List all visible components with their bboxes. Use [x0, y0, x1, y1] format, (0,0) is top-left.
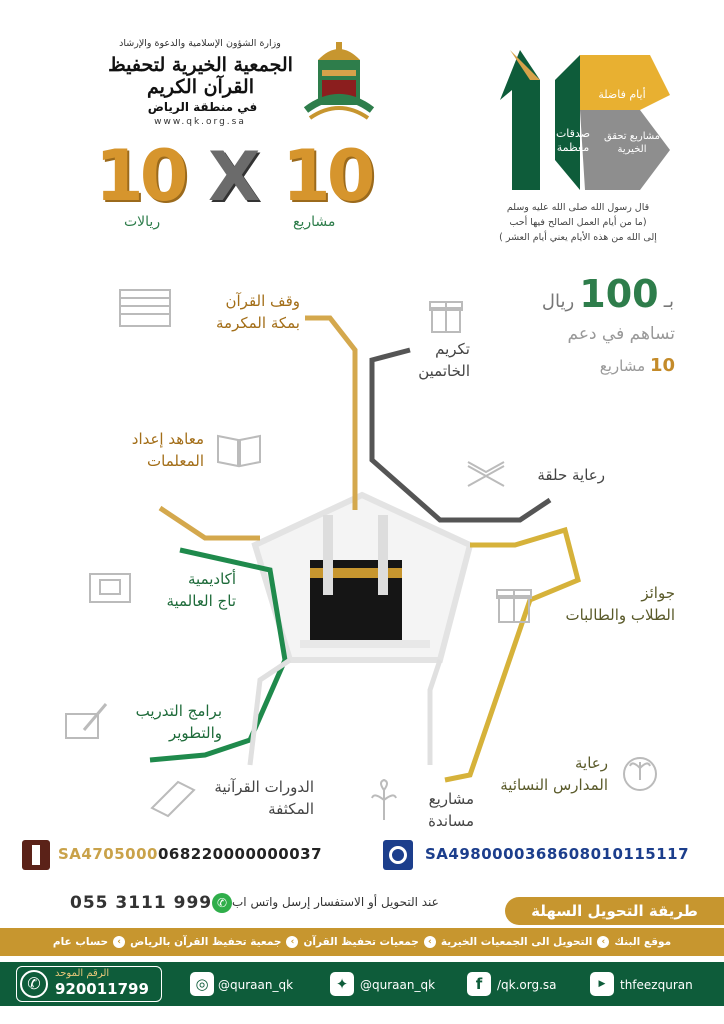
transfer-step: حساب عام — [52, 936, 109, 948]
project-halaqa — [505, 464, 605, 486]
ten-number: 10 — [649, 355, 675, 376]
project-line: تكريم — [435, 340, 470, 358]
gift-icon-2 — [495, 582, 533, 624]
project-courses — [196, 776, 314, 820]
project-line: رعاية حلقة — [537, 466, 605, 484]
project-line: الخاتمين — [418, 362, 470, 380]
project-prizes — [540, 582, 675, 626]
project-training — [112, 700, 222, 744]
project-teachers — [96, 428, 204, 472]
hadith-line: (ما من أيام العمل الصالح فيها أحب — [509, 217, 647, 228]
contribution-line: تساهم في دعم — [567, 324, 675, 344]
instagram-handle[interactable]: @quraan_qk — [218, 978, 294, 992]
org-name: الجمعية الخيرية لتحفيظ القرآن الكريم — [108, 54, 293, 98]
bank-logo-left-icon — [22, 840, 50, 870]
facebook-icon[interactable]: f — [467, 972, 491, 996]
project-line: وقف القرآن — [225, 292, 300, 310]
project-line: الطلاب والطالبات — [565, 606, 675, 624]
twitter-icon[interactable]: ✦ — [330, 972, 354, 996]
book-icon — [216, 432, 262, 468]
mosque-logo-icon — [298, 40, 380, 125]
hadith-line: إلى الله من هذه الأيام يعني أيام العشر ) — [499, 232, 657, 243]
big-ten-left: 10 — [95, 135, 185, 217]
hotline-label: الرقم الموحد — [55, 968, 110, 979]
amount-prefix: بـ — [663, 291, 674, 312]
quran-book-icon — [148, 778, 198, 818]
project-honor — [380, 338, 470, 382]
project-academy — [136, 568, 236, 612]
transfer-title: طريقة التحويل السهلة — [505, 897, 724, 925]
gift-icon — [428, 294, 464, 334]
project-line: المدارس النسائية — [500, 776, 608, 794]
transfer-step: جمعية تحفيظ القرآن بالرياض — [130, 936, 282, 948]
big-x: X — [208, 138, 261, 217]
org-region: في منطقة الرياض — [147, 100, 258, 114]
hadith-line: قال رسول الله صلى الله عليه وسلم — [506, 202, 650, 213]
transfer-step: موقع البنك — [614, 936, 672, 948]
project-line: تاج العالمية — [166, 592, 236, 610]
account-right-prefix: SA4980000 — [425, 845, 525, 863]
facebook-handle[interactable]: /qk.org.sa — [497, 978, 557, 992]
whatsapp-phone[interactable]: 055 3111 999 — [70, 893, 213, 913]
whatsapp-icon: ✆ — [212, 893, 232, 913]
campaign-logo — [500, 50, 680, 195]
project-line: مشاريع — [428, 790, 474, 808]
project-waqf — [180, 290, 300, 334]
transfer-steps — [0, 928, 724, 956]
project-line: والتطوير — [168, 724, 222, 742]
academy-icon — [86, 570, 134, 610]
youtube-handle[interactable]: thfeezquran — [620, 978, 693, 992]
account-left-number: 068220000000037 — [157, 845, 323, 863]
project-line: رعاية — [575, 754, 608, 772]
account-right[interactable] — [425, 845, 689, 863]
ministry-name: وزارة الشؤون الإسلامية والدعوة والإرشاد — [119, 38, 281, 49]
amount-currency: ريال — [541, 291, 575, 312]
account-right-number: 368608010115117 — [524, 845, 690, 863]
label-riyalat: ريالات — [124, 214, 161, 230]
chevron-left-icon: ‹ — [424, 936, 436, 948]
writing-icon — [64, 700, 110, 740]
project-support — [404, 788, 474, 832]
youtube-icon[interactable]: ▶ — [590, 972, 614, 996]
account-left[interactable] — [58, 845, 322, 863]
amount-number: 100 — [579, 272, 659, 316]
chevron-left-icon: ‹ — [113, 936, 125, 948]
project-line: جوائز — [641, 584, 675, 602]
big-ten-right: 10 — [282, 135, 372, 217]
hadith-text — [478, 200, 678, 245]
transfer-step: التحويل الى الجمعيات الخيرية — [440, 936, 593, 948]
project-line: برامج التدريب — [135, 702, 222, 720]
seg-days: أيام فاضلة — [598, 88, 646, 101]
twitter-handle[interactable]: @quraan_qk — [360, 978, 436, 992]
project-women — [478, 752, 608, 796]
hands-plant-icon — [618, 750, 662, 794]
phone-icon: ✆ — [20, 970, 48, 998]
chevron-left-icon: ‹ — [597, 936, 609, 948]
chevron-left-icon: ‹ — [286, 936, 298, 948]
transfer-step: جمعيات تحفيظ القرآن — [303, 936, 419, 948]
project-line: أكاديمية — [188, 570, 236, 588]
bank-logo-right-icon — [383, 840, 413, 870]
projects-word: مشاريع — [599, 357, 646, 375]
project-line: معاهد إعداد — [131, 430, 204, 448]
building-icon — [118, 280, 174, 330]
plant-icon — [366, 778, 402, 822]
project-line: بمكة المكرمة — [216, 314, 300, 332]
whatsapp-text: عند التحويل أو الاستفسار إرسل واتس اب — [232, 895, 439, 909]
seg-charity: صدقات معظمة — [555, 127, 591, 154]
instagram-icon[interactable]: ◎ — [190, 972, 214, 996]
account-left-prefix: SA4705000 — [58, 845, 158, 863]
quran-stand-icon — [464, 456, 508, 490]
hotline-number: 920011799 — [55, 980, 149, 998]
project-line: المعلمات — [147, 452, 204, 470]
project-line: مساندة — [428, 812, 474, 830]
seg-projects: مشاريع تحقق الخيرية — [603, 131, 661, 155]
projects-diagram — [0, 270, 724, 830]
org-url: www.qk.org.sa — [154, 117, 246, 127]
label-projects: مشاريع — [293, 214, 336, 230]
project-line: المكثفة — [268, 800, 314, 818]
project-line: الدورات القرآنية — [214, 778, 314, 796]
